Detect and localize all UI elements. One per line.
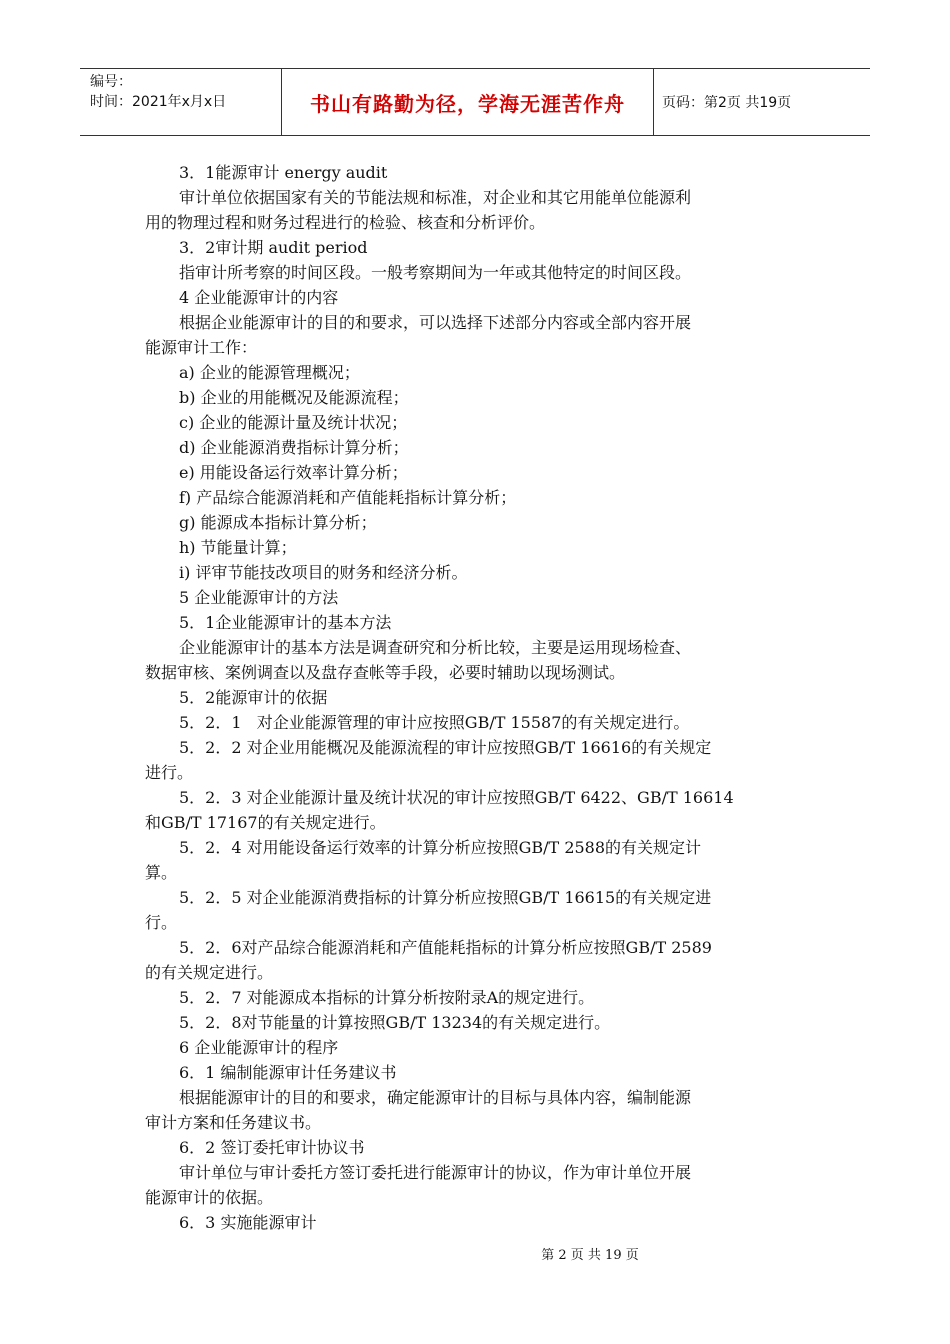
text-line: 能源审计的依据。 [145, 1188, 274, 1207]
text-line: 4 企业能源审计的内容 [179, 288, 339, 307]
text-line: 3．2审计期 audit period [179, 238, 368, 257]
text-line: 5．2．5 对企业能源消费指标的计算分析应按照GB/T 16615的有关规定进 [179, 888, 712, 907]
document-date-label: 时间：2021年x月x日 [90, 94, 227, 110]
text-line: 数据审核、案例调查以及盘存查帐等手段，必要时辅助以现场测试。 [145, 663, 626, 682]
text-line: h) 节能量计算； [179, 538, 297, 557]
text-line: 行。 [145, 913, 178, 932]
text-line: 企业能源审计的基本方法是调查研究和分析比较，主要是运用现场检查、 [179, 638, 692, 657]
document-body [145, 160, 805, 1235]
text-line: 审计方案和任务建议书。 [145, 1113, 322, 1132]
text-line: 6．2 签订委托审计协议书 [179, 1138, 365, 1157]
text-line: 能源审计工作： [145, 338, 258, 357]
text-line: 5．2．8对节能量的计算按照GB/T 13234的有关规定进行。 [179, 1013, 611, 1032]
text-line: 根据能源审计的目的和要求，确定能源审计的目标与具体内容，编制能源 [179, 1088, 692, 1107]
document-number-label: 编号： [90, 74, 132, 90]
text-line: 审计单位与审计委托方签订委托进行能源审计的协议，作为审计单位开展 [179, 1163, 692, 1182]
header-meta [80, 69, 282, 135]
text-line: 5．2．4 对用能设备运行效率的计算分析应按照GB/T 2588的有关规定计 [179, 838, 702, 857]
text-line: 5．1企业能源审计的基本方法 [179, 613, 392, 632]
text-line: 的有关规定进行。 [145, 963, 274, 982]
text-line: 6 企业能源审计的程序 [179, 1038, 339, 1057]
page-header [80, 68, 870, 136]
text-line: e) 用能设备运行效率计算分析； [179, 463, 408, 482]
text-line: 5 企业能源审计的方法 [179, 588, 339, 607]
text-line: c) 企业的能源计量及统计状况； [179, 413, 408, 432]
text-line: d) 企业能源消费指标计算分析； [179, 438, 409, 457]
text-line: 用的物理过程和财务过程进行的检验、核查和分析评价。 [145, 213, 546, 232]
text-line: 审计单位依据国家有关的节能法规和标准，对企业和其它用能单位能源利 [179, 188, 692, 207]
text-line: 5．2．3 对企业能源计量及统计状况的审计应按照GB/T 6422、GB/T 16614 [179, 788, 734, 807]
text-line: g) 能源成本指标计算分析； [179, 513, 377, 532]
text-line: 5．2能源审计的依据 [179, 688, 328, 707]
text-line: a) 企业的能源管理概况； [179, 363, 360, 382]
text-line: i) 评审节能技改项目的财务和经济分析。 [179, 563, 468, 582]
header-motto: 书山有路勤为径，学海无涯苦作舟 [282, 69, 654, 135]
text-line: 6．1 编制能源审计任务建议书 [179, 1063, 397, 1082]
text-line: 进行。 [145, 763, 194, 782]
text-line: 指审计所考察的时间区段。一般考察期间为一年或其他特定的时间区段。 [179, 263, 692, 282]
text-line: 5．2．1 对企业能源管理的审计应按照GB/T 15587的有关规定进行。 [179, 713, 690, 732]
text-line: 根据企业能源审计的目的和要求，可以选择下述部分内容或全部内容开展 [179, 313, 692, 332]
header-page-number: 页码：第2页 共19页 [662, 95, 792, 111]
text-line: 算。 [145, 863, 178, 882]
text-line: 和GB/T 17167的有关规定进行。 [145, 813, 386, 832]
text-line: b) 企业的用能概况及能源流程； [179, 388, 409, 407]
page-footer: 第 2 页 共 19 页 [541, 1248, 639, 1263]
text-line: 6．3 实施能源审计 [179, 1213, 317, 1232]
text-line: f) 产品综合能源消耗和产值能耗指标计算分析； [179, 488, 517, 507]
text-line: 5．2．6对产品综合能源消耗和产值能耗指标的计算分析应按照GB/T 2589 [179, 938, 712, 957]
text-line: 5．2．7 对能源成本指标的计算分析按附录A的规定进行。 [179, 988, 595, 1007]
text-line: 3．1能源审计 energy audit [179, 163, 388, 182]
text-line: 5．2．2 对企业用能概况及能源流程的审计应按照GB/T 16616的有关规定 [179, 738, 712, 757]
